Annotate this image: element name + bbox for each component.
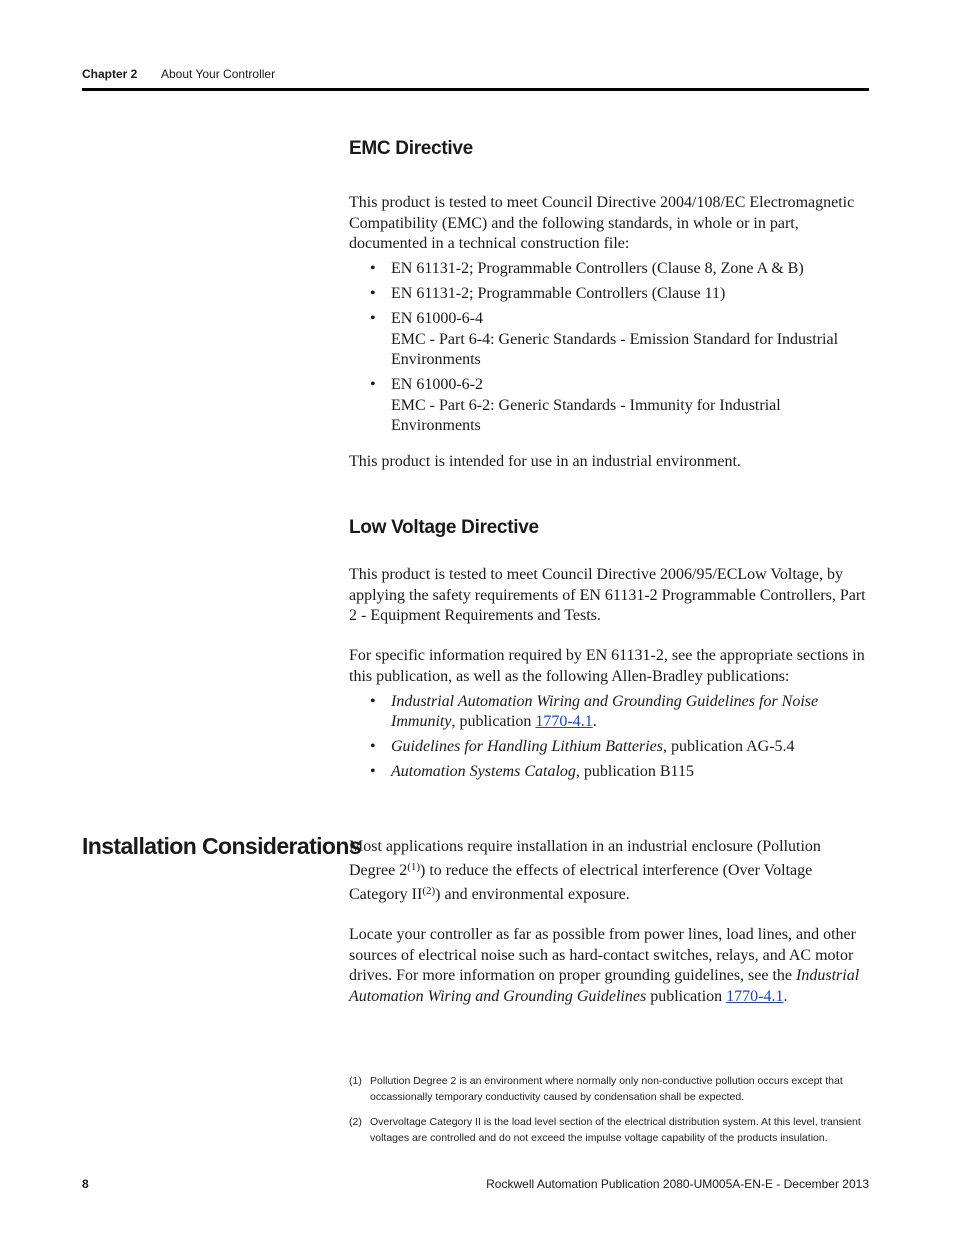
emc-outro: This product is intended for use in an industrial environment.	[349, 452, 741, 470]
publication-info: Rockwell Automation Publication 2080-UM005A-EN-E - December 2013	[486, 1177, 869, 1191]
footnote-ref[interactable]: (2)	[422, 885, 436, 897]
footnote-2: (2) Overvoltage Category II is the load level section of the electrical distribution system. At this level, transient voltages are controlled and do not exceed the impulse voltage capability of the products insulation.	[349, 1116, 861, 1144]
list-item: • Guidelines for Handling Lithium Batteries, publication AG-5.4	[370, 738, 795, 755]
footnote-ref[interactable]: (1)	[407, 861, 421, 873]
publication-link[interactable]: 1770-4.1	[535, 713, 593, 730]
chapter-label: Chapter 2	[82, 67, 138, 81]
installation-para1: Most applications require installation in an industrial enclosure (Pollution Degree 2$^{(1)}$) to reduce the effects of electrical interference (Over Voltage Category II$^{(2)}$) and environmental exposure.	[349, 838, 821, 903]
page-number: 8	[82, 1177, 89, 1191]
header-rule	[82, 88, 869, 91]
list-item: • EN 61131-2; Programmable Controllers (Clause 8, Zone A & B)	[370, 260, 804, 277]
list-item: • EN 61131-2; Programmable Controllers (Clause 11)	[370, 285, 726, 302]
footnote-1: (1) Pollution Degree 2 is an environment where normally only non-conductive pollution occurs except that occassionally temporary conductivity caused by condensation shall be expected.	[349, 1075, 843, 1103]
lvd-section	[349, 565, 871, 787]
list-item: • Industrial Automation Wiring and Grounding Guidelines for Noise Immunity, publication 1770-4.1.	[370, 692, 819, 730]
list-item: • EN 61000-6-2 EMC - Part 6-2: Generic Standards - Immunity for Industrial Environments	[370, 376, 781, 434]
lvd-para2: For specific information required by EN 61131-2, see the appropriate sections in this publication, as well as the following Allen-Bradley publications:	[349, 647, 865, 685]
list-item: • EN 61000-6-4 EMC - Part 6-4: Generic Standards - Emission Standard for Industrial Environments	[370, 310, 839, 368]
emc-heading: EMC Directive	[349, 138, 473, 159]
lvd-para1: This product is tested to meet Council Directive 2006/95/ECLow Voltage, by applying the safety requirements of EN 61131-2 Programmable Controllers, Part 2 - Equipment Requirements and Tests.	[349, 566, 866, 624]
installation-section	[349, 835, 871, 907]
emc-section	[349, 193, 871, 472]
publication-link[interactable]: 1770-4.1	[726, 987, 784, 1005]
list-item: • Automation Systems Catalog, publication B115	[370, 763, 694, 780]
chapter-title: About Your Controller	[161, 67, 276, 81]
emc-standards-list	[349, 259, 871, 437]
installation-para2: Locate your controller as far as possible from power lines, load lines, and other sources of electrical noise such as hard-contact switches, relays, and AC motor drives. For more information on proper grounding guidelines, see the Industrial Automation Wiring and Grounding Guidelines publication 1770-4.1.	[349, 926, 860, 1005]
installation-section-2	[349, 925, 871, 1007]
installation-heading: Installation Considerations	[82, 833, 362, 859]
emc-intro: This product is tested to meet Council Directive 2004/108/EC Electromagnetic Compatibility (EMC) and the following standards, in whole or in part, documented in a technical construction file:	[349, 194, 855, 252]
lvd-publications-list	[349, 692, 871, 783]
lvd-heading: Low Voltage Directive	[349, 517, 539, 538]
